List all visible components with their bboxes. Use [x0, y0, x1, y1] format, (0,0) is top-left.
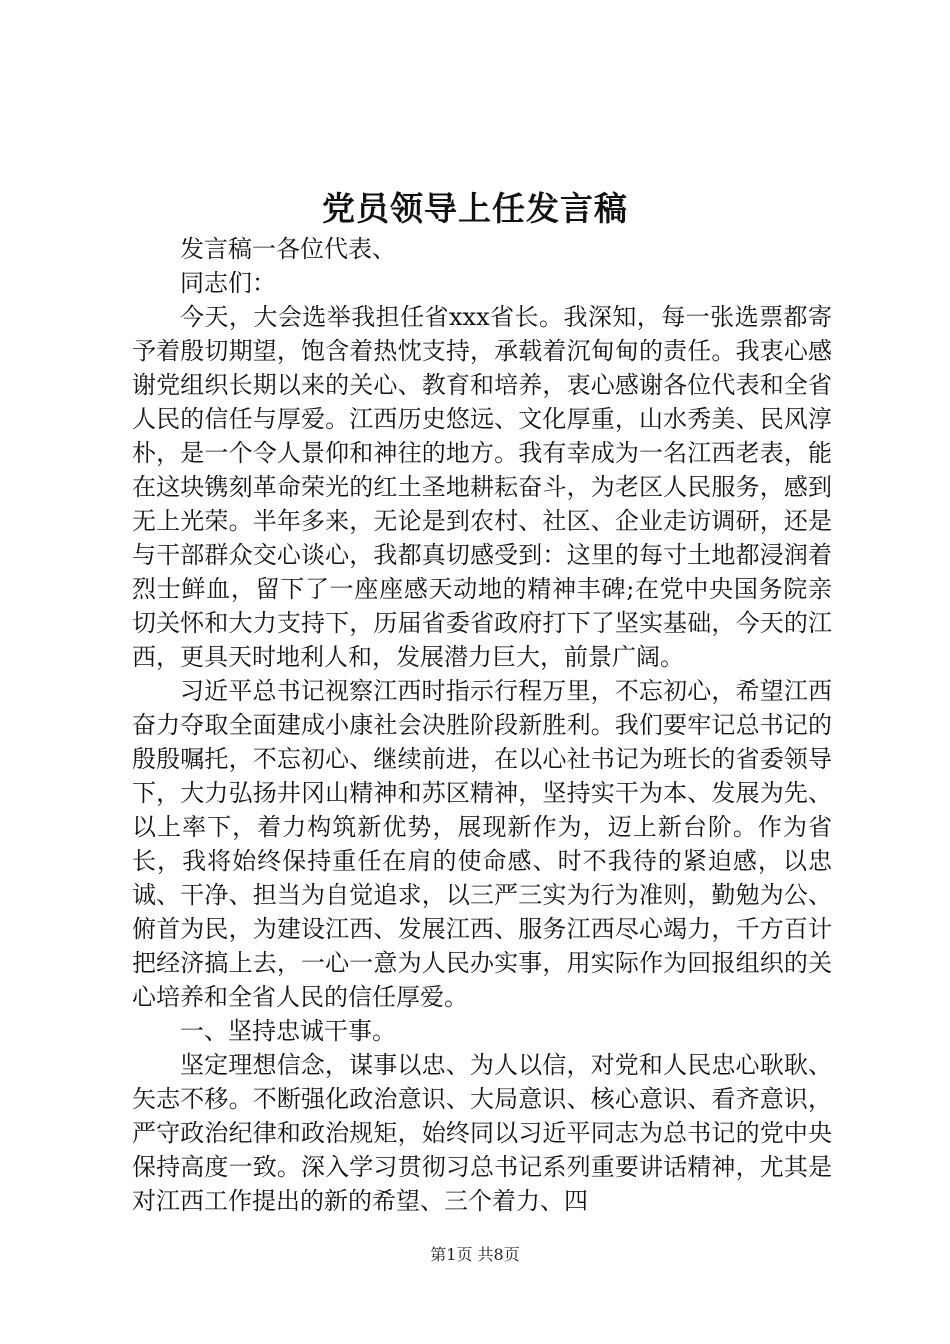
document-title: 党员领导上任发言稿: [322, 189, 628, 228]
paragraph-3: 坚定理想信念，谋事以忠、为人以信，对党和人民忠心耿耿、矢志不移。不断强化政治意识、大局意识、核心意识、看齐意识，严守政治纪律和政治规矩，始终同以习近平同志为总书记的党中央保持高度一致。深入学习贯彻习总书记系列重要讲话精神，尤其是对江西工作提出的新的希望、三个着力、四: [132, 1051, 832, 1215]
page-number: 第1页 共8页: [430, 1245, 520, 1264]
document-body: [132, 232, 832, 1218]
section-heading-1: 一、坚持忠诚干事。: [180, 1017, 396, 1045]
paragraph-1: 今天，大会选举我担任省xxx省长。我深知，每一张选票都寄予着殷切期望，饱含着热忱支持，承载着沉甸甸的责任。我衷心感谢党组织长期以来的关心、教育和培养，衷心感谢各位代表和全省人民的信任与厚爱。江西历史悠远、文化厚重，山水秀美、民风淳朴，是一个令人景仰和神往的地方。我有幸成为一名江西老表，能在这块镌刻革命荣光的红土圣地耕耘奋斗，为老区人民服务，感到无上光荣。半年多来，无论是到农村、社区、企业走访调研，还是与干部群众交心谈心，我都真切感受到：这里的每寸土地都浸润着烈士鲜血，留下了一座座感天动地的精神丰碑;在党中央国务院亲切关怀和大力支持下，历届省委省政府打下了坚实基础，今天的江西，更具天时地利人和，发展潜力巨大，前景广阔。: [132, 303, 832, 671]
paragraph-2: 习近平总书记视察江西时指示行程万里，不忘初心，希望江西奋力夺取全面建成小康社会决胜阶段新胜利。我们要牢记总书记的殷殷嘱托，不忘初心、继续前进，在以心社书记为班长的省委领导下，大力弘扬井冈山精神和苏区精神，坚持实干为本、发展为先、以上率下，着力构筑新优势，展现新作为，迈上新台阶。作为省长，我将始终保持重任在肩的使命感、时不我待的紧迫感，以忠诚、干净、担当为自觉追求，以三严三实为行为准则，勤勉为公、俯首为民，为建设江西、发展江西、服务江西尽心竭力，千方百计把经济搞上去，一心一意为人民办实事，用实际作为回报组织的关心培养和全省人民的信任厚爱。: [132, 677, 832, 1011]
paragraph-salutation-1: 发言稿一各位代表、: [180, 235, 396, 263]
paragraph-salutation-2: 同志们：: [180, 269, 276, 297]
